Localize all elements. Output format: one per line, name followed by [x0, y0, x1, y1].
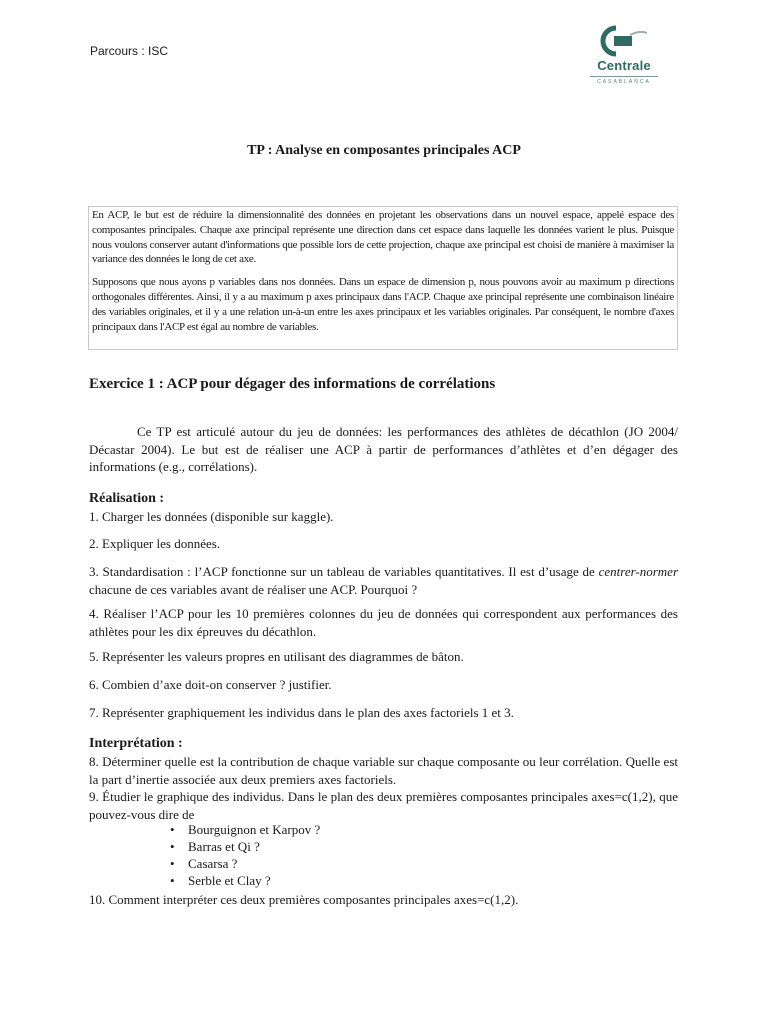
question-3: [89, 563, 678, 598]
question-3-part-b: chacune de ces variables avant de réaliser une ACP. Pourquoi ?: [89, 581, 418, 597]
intro-box: [88, 206, 678, 350]
question-3-part-a: 3. Standardisation : l’ACP fonctionne sur un tableau de variables quantitatives. Il est d’usage de: [89, 564, 599, 579]
logo-emblem-icon: [600, 24, 648, 58]
question-9: 9. Étudier le graphique des individus. Dans le plan des deux premières composantes principales axes=c(1,2), que pouvez-vous dire de: [89, 789, 678, 822]
list-item: • Barras et Qi ?: [170, 838, 320, 855]
question-1: 1. Charger les données (disponible sur kaggle).: [89, 509, 334, 524]
question-5: 5. Représenter les valeurs propres en utilisant des diagrammes de bâton.: [89, 649, 464, 664]
list-item: • Casarsa ?: [170, 855, 320, 872]
question-8: 8. Déterminer quelle est la contribution de chaque variable sur chaque composante ou leur corrélation. Quelle est la part d’inertie associée aux deux premiers axes factoriels.: [89, 754, 678, 787]
intro-paragraph-1: En ACP, le but est de réduire la dimensionnalité des données en projetant les observations dans un nouvel espace, appelé espace des composantes principales. Chaque axe principal représente une direction dans cet espace dans laquelle les données varient le plus. Puisque nous voulons conserver autant d'informations que possible lors de cette projection, chaque axe principal est choisi de manière à maximiser la variance des données le long de cet axe.: [92, 209, 674, 266]
list-item: • Bourguignon et Karpov ?: [170, 821, 320, 838]
interpretation-heading: Interprétation :: [89, 736, 183, 751]
exercise-context: Ce TP est articulé autour du jeu de données: les performances des athlètes de décathlon (JO 2004/ Décastar 2004). Le but est de réaliser une ACP à partir de performances d’athlètes et d’en dégager des informations (e.g., corrélations).: [89, 424, 678, 474]
school-logo: [584, 24, 664, 86]
question-6: 6. Combien d’axe doit-on conserver ? justifier.: [89, 677, 332, 692]
exercise-title: Exercice 1 : ACP pour dégager des informations de corrélations: [89, 376, 496, 392]
logo-subtitle: CASABLANCA: [597, 79, 651, 85]
logo-name: Centrale: [597, 58, 651, 73]
page-title: TP : Analyse en composantes principales ACP: [247, 143, 521, 158]
question-9-list: [170, 821, 320, 889]
question-10: 10. Comment interpréter ces deux premières composantes principales axes=c(1,2).: [89, 892, 519, 907]
course-track: Parcours : ISC: [90, 44, 169, 58]
intro-paragraph-2: Supposons que nous ayons p variables dans nos données. Dans un espace de dimension p, nous pouvons avoir au maximum p directions orthogonales différentes. Ainsi, il y a au maximum p axes principaux dans l'ACP. Chaque axe principal représente une combinaison linéaire des variables originales, et il y a une relation un-à-un entre les axes principaux et les variables originales. Par conséquent, le nombre d'axes principaux dans l'ACP est égal au nombre de variables.: [92, 276, 674, 333]
list-item: • Serble et Clay ?: [170, 872, 320, 889]
logo-divider: [590, 76, 658, 77]
question-4: 4. Réaliser l’ACP pour les 10 premières colonnes du jeu de données qui correspondent aux performances des athlètes pour les dix épreuves du décathlon.: [89, 606, 678, 639]
question-2: 2. Expliquer les données.: [89, 536, 221, 551]
question-3-emphasis: centrer-normer: [598, 564, 678, 579]
realisation-heading: Réalisation :: [89, 491, 165, 506]
question-7: 7. Représenter graphiquement les individus dans le plan des axes factoriels 1 et 3.: [89, 705, 514, 720]
